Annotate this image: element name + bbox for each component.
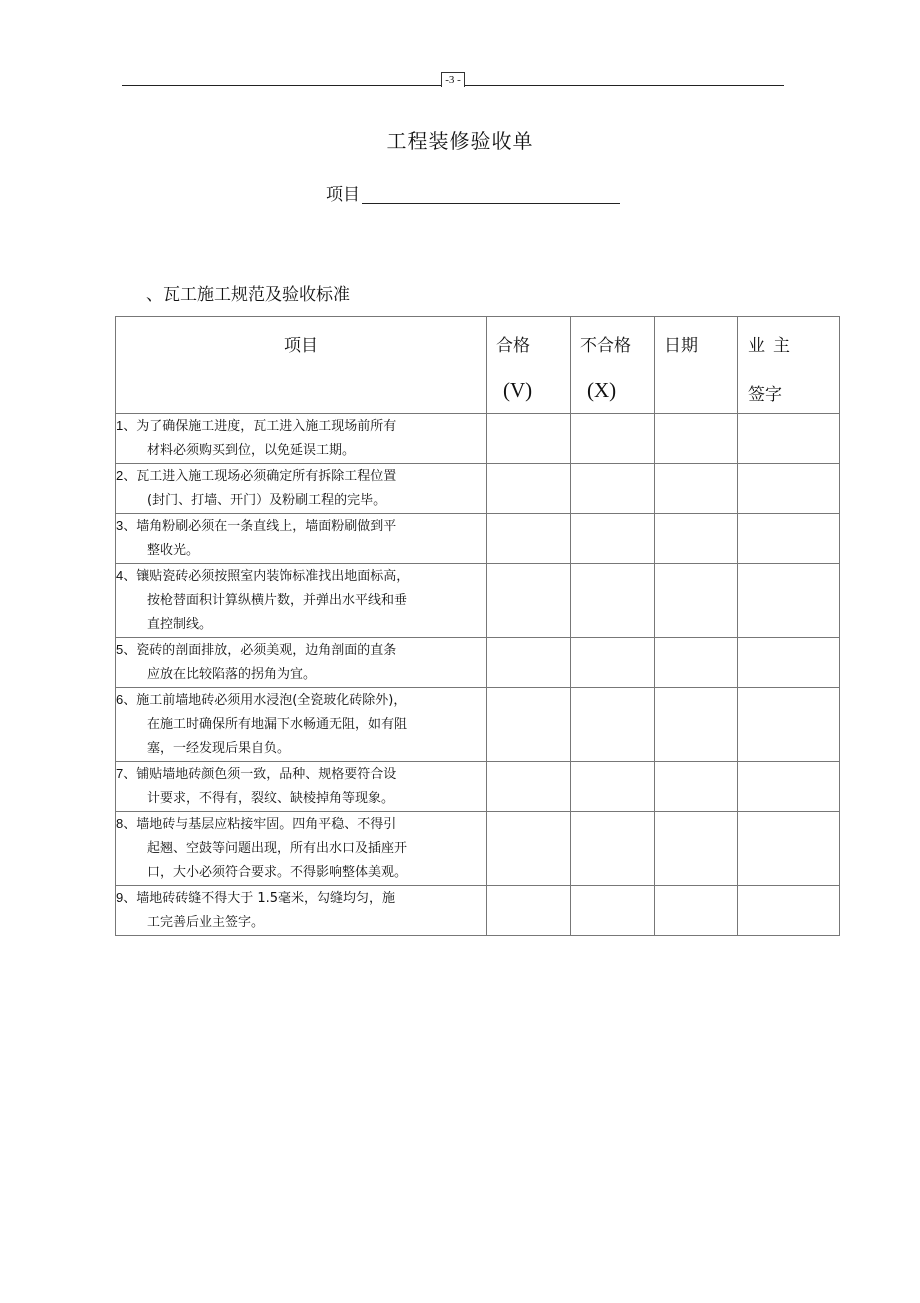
fail-cell[interactable] [571,514,655,564]
criterion-line-text: 、墙地砖砖缝不得大于 1.5毫米，勾缝均匀，施 [123,891,396,906]
criterion-line: 应放在比较陷落的拐角为宜。 [147,667,317,682]
criterion-line-text: 、瓦工进入施工现场必须确定所有拆除工程位置 [123,469,397,484]
section-heading: 、瓦工施工规范及验收标准 [146,285,350,305]
criterion-number: 4 [116,568,124,583]
owner-signature-cell[interactable] [738,564,840,638]
fail-cell[interactable] [571,638,655,688]
pass-cell[interactable] [487,886,571,936]
owner-signature-cell[interactable] [738,464,840,514]
criterion-line-first [116,464,486,489]
criterion-line: 塞，一经发现后果自负。 [147,741,291,756]
pass-cell[interactable] [487,812,571,886]
column-header-mark: (V) [503,378,533,402]
fail-cell[interactable] [571,762,655,812]
owner-signature-cell[interactable] [738,762,840,812]
date-cell[interactable] [655,564,738,638]
criterion-line: 工完善后业主签字。 [147,915,265,930]
criterion-text [116,464,487,514]
column-header-label-2: 签字 [748,385,782,405]
criterion-line: 按枪替面积计算纵横片数，并弹出水平线和垂 [147,593,408,608]
column-header-label: 业主 [748,336,798,356]
fail-cell[interactable] [571,564,655,638]
fail-cell[interactable] [571,812,655,886]
fail-cell[interactable] [571,464,655,514]
pass-cell[interactable] [487,464,571,514]
table-row [116,812,840,886]
table-row [116,564,840,638]
criterion-text [116,812,487,886]
criterion-line-first [116,564,486,589]
table-row [116,414,840,464]
column-header-owner-signature [738,317,840,414]
criterion-line-text: 、墙角粉刷必须在一条直线上，墙面粉刷做到平 [123,519,397,534]
criterion-number: 8 [116,816,124,831]
fail-cell[interactable] [571,886,655,936]
criterion-line-text: 、镶贴瓷砖必须按照室内装饰标准找出地面标高， [123,569,410,584]
criterion-text [116,564,487,638]
criterion-line-first [116,638,486,663]
criterion-line-text: 、施工前墙地砖必须用水浸泡(全瓷玻化砖除外)， [123,693,407,708]
date-cell[interactable] [655,688,738,762]
owner-signature-cell[interactable] [738,886,840,936]
owner-signature-cell[interactable] [738,514,840,564]
criterion-line: (封门、打墙、开门）及粉刷工程的完毕。 [147,493,387,508]
date-cell[interactable] [655,762,738,812]
fail-cell[interactable] [571,688,655,762]
criterion-line-first [116,688,486,713]
date-cell[interactable] [655,638,738,688]
criterion-line-text: 、墙地砖与基层应粘接牢固。四角平稳、不得引 [123,817,397,832]
table-row [116,514,840,564]
criterion-text [116,638,487,688]
project-blank-line[interactable] [362,185,620,204]
owner-signature-cell[interactable] [738,688,840,762]
table-row [116,464,840,514]
date-cell[interactable] [655,414,738,464]
criterion-line: 计要求，不得有，裂纹、缺棱掉角等现象。 [147,791,395,806]
table-header-row [116,317,840,414]
criterion-line-first [116,762,486,787]
criterion-text [116,762,487,812]
column-header-label: 不合格 [580,336,631,356]
date-cell[interactable] [655,464,738,514]
column-header-date [655,317,738,414]
column-header-fail [571,317,655,414]
table-row [116,886,840,936]
criterion-line-first [116,414,486,439]
owner-signature-cell[interactable] [738,812,840,886]
column-header-mark: (X) [587,378,617,402]
column-header-label: 日期 [664,336,698,356]
pass-cell[interactable] [487,564,571,638]
table-row [116,638,840,688]
criterion-line-first [116,514,486,539]
project-field [326,180,620,205]
criterion-number: 9 [116,890,124,905]
pass-cell[interactable] [487,414,571,464]
page-number: -3 - [441,72,465,87]
pass-cell[interactable] [487,688,571,762]
pass-cell[interactable] [487,762,571,812]
table-row [116,688,840,762]
column-header-label: 合格 [496,336,530,356]
date-cell[interactable] [655,514,738,564]
criterion-line-text: 、瓷砖的剖面排放，必须美观，边角剖面的直条 [123,643,397,658]
criterion-number: 7 [116,766,124,781]
criterion-text [116,414,487,464]
date-cell[interactable] [655,812,738,886]
criterion-text [116,886,487,936]
table-row [116,762,840,812]
criterion-line-text: 、为了确保施工进度，瓦工进入施工现场前所有 [123,419,397,434]
document-title: 工程装修验收单 [386,129,534,153]
criterion-line-first [116,886,486,911]
acceptance-table [115,316,840,936]
criterion-number: 2 [116,468,124,483]
owner-signature-cell[interactable] [738,414,840,464]
date-cell[interactable] [655,886,738,936]
criterion-line: 材料必须购买到位，以免延误工期。 [147,443,356,458]
pass-cell[interactable] [487,514,571,564]
table-body [116,414,840,936]
criterion-line-text: 、铺贴墙地砖颜色须一致，品种、规格要符合设 [123,767,397,782]
criterion-line: 在施工时确保所有地漏下水畅通无阻，如有阻 [147,717,408,732]
criterion-number: 5 [116,642,124,657]
column-header-item [116,317,487,414]
criterion-line: 起翘、空鼓等问题出现，所有出水口及插座开 [147,841,408,856]
project-label: 项目 [326,185,360,205]
criterion-text [116,688,487,762]
criterion-line: 口，大小必须符合要求。不得影响整体美观。 [147,865,408,880]
column-header-label: 项目 [284,336,318,356]
owner-signature-cell[interactable] [738,638,840,688]
criterion-number: 6 [116,692,124,707]
criterion-line: 整收光。 [147,543,200,558]
criterion-number: 3 [116,518,124,533]
fail-cell[interactable] [571,414,655,464]
column-header-pass [487,317,571,414]
criterion-line: 直控制线。 [147,617,213,632]
criterion-number: 1 [116,418,124,433]
criterion-text [116,514,487,564]
pass-cell[interactable] [487,638,571,688]
criterion-line-first [116,812,486,837]
